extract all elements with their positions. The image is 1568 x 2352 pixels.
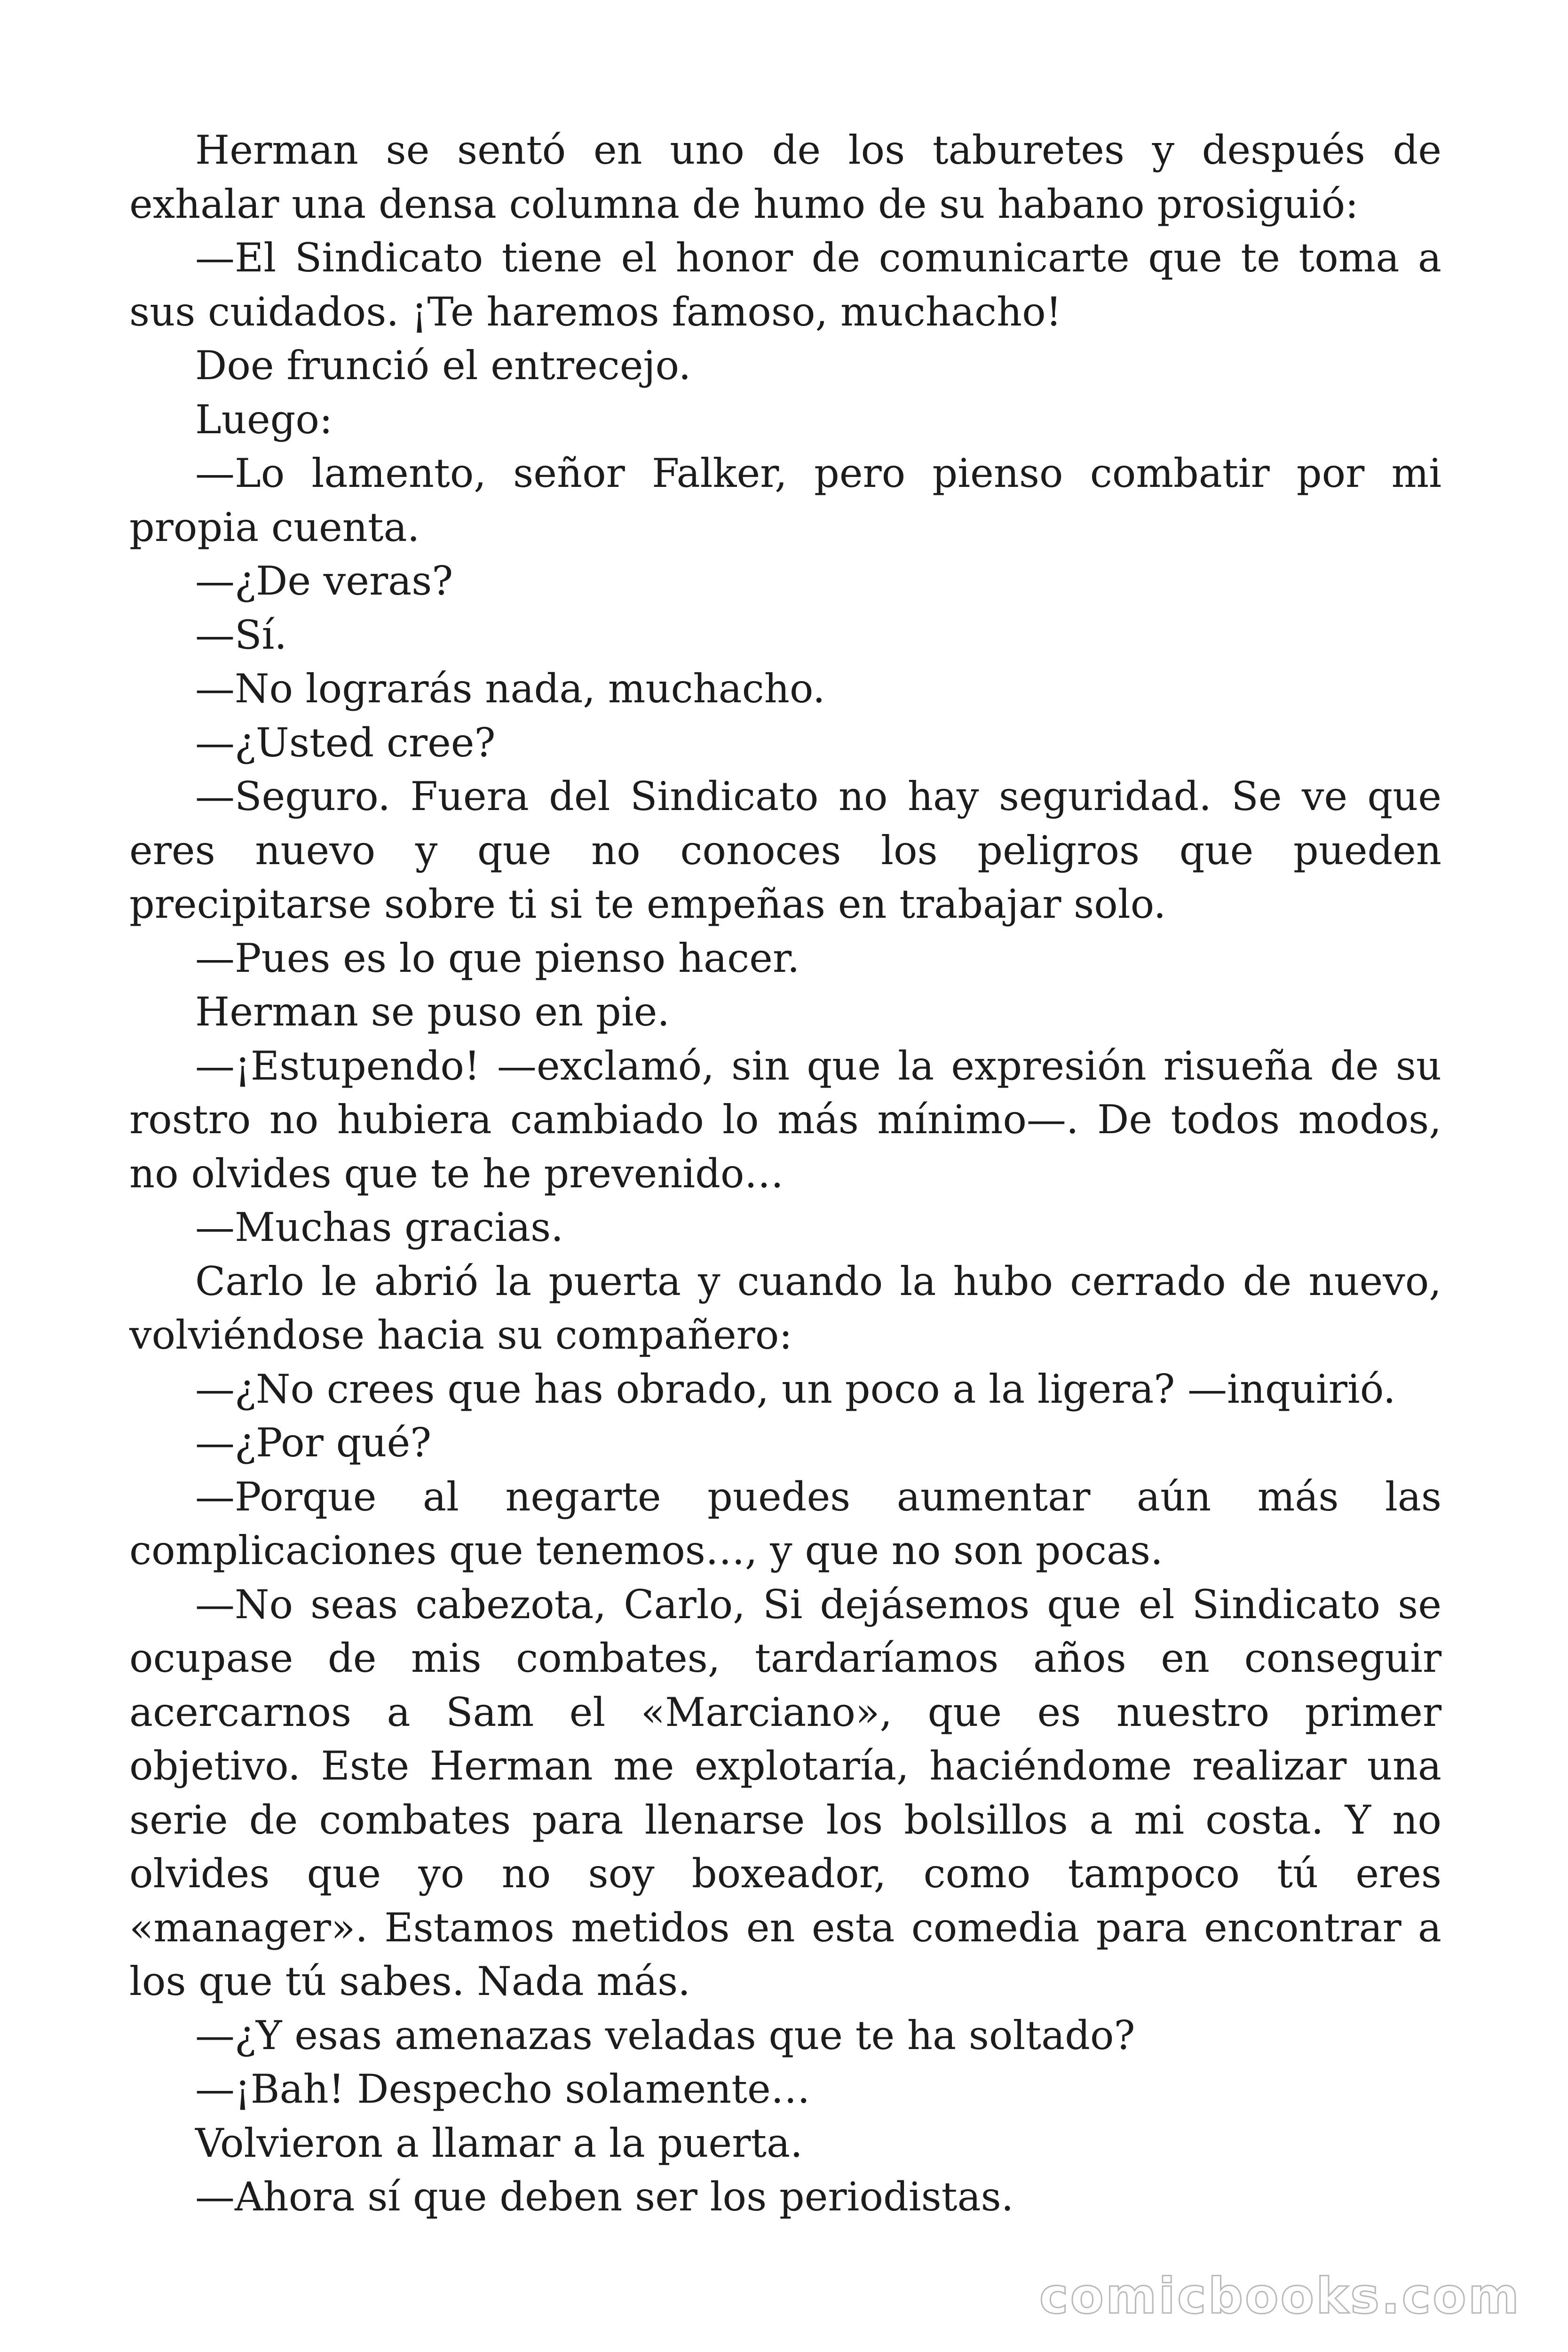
paragraph: —¡Estupendo! —exclamó, sin que la expresión risueña de su rostro no hubiera cambiado lo más mínimo—. De todos modos, no olvides que te he prevenido…	[129, 1042, 1441, 1197]
paragraph: Luego:	[195, 396, 333, 443]
page-text	[129, 123, 1441, 2224]
paragraph: —Seguro. Fuera del Sindicato no hay seguridad. Se ve que eres nuevo y que no conoces los peligros que pueden precipitarse sobre ti si te empeñas en trabajar solo.	[129, 773, 1441, 927]
paragraph: Herman se puso en pie.	[195, 989, 670, 1035]
paragraph: Carlo le abrió la puerta y cuando la hubo cerrado de nuevo, volviéndose hacia su compañero:	[129, 1258, 1441, 1358]
paragraph: Volvieron a llamar a la puerta.	[195, 2120, 803, 2166]
paragraph: —¿Por qué?	[195, 1420, 432, 1466]
paragraph: —Pues es lo que pienso hacer.	[195, 935, 800, 981]
paragraph: —Porque al negarte puedes aumentar aún más las complicaciones que tenemos…, y que no son pocas.	[129, 1473, 1441, 1573]
paragraph: —Muchas gracias.	[195, 1204, 563, 1250]
paragraph: —¿Usted cree?	[195, 719, 496, 766]
paragraph: Doe frunció el entrecejo.	[195, 342, 691, 389]
paragraph: Herman se sentó en uno de los taburetes y después de exhalar una densa columna de humo de su habano prosiguió:	[129, 127, 1441, 227]
paragraph: —Lo lamento, señor Falker, pero pienso combatir por mi propia cuenta.	[129, 450, 1441, 550]
paragraph: —Ahora sí que deben ser los periodistas.	[195, 2174, 1014, 2220]
paragraph: —¿De veras?	[195, 558, 453, 604]
paragraph: —No lograrás nada, muchacho.	[195, 666, 825, 712]
paragraph: —El Sindicato tiene el honor de comunicarte que te toma a sus cuidados. ¡Te haremos famoso, muchacho!	[129, 235, 1441, 335]
watermark-logo: comicbooks.com	[1039, 2267, 1521, 2325]
paragraph: —¡Bah! Despecho solamente…	[195, 2066, 810, 2112]
paragraph: —¿Y esas amenazas veladas que te ha soltado?	[195, 2012, 1135, 2058]
paragraph: —No seas cabezota, Carlo, Si dejásemos que el Sindicato se ocupase de mis combates, tardaríamos años en conseguir acercarnos a Sam el «Marciano», que es nuestro primer objetivo. Este Herman me explotaría, haciéndome realizar una serie de combates para llenarse los bolsillos a mi costa. Y no olvides que yo no soy boxeador, como tampoco tú eres «manager». Estamos metidos en esta comedia para encontrar a los que tú sabes. Nada más.	[129, 1581, 1441, 2004]
paragraph: —Sí.	[195, 612, 287, 658]
paragraph: —¿No crees que has obrado, un poco a la ligera? —inquirió.	[195, 1366, 1396, 1412]
